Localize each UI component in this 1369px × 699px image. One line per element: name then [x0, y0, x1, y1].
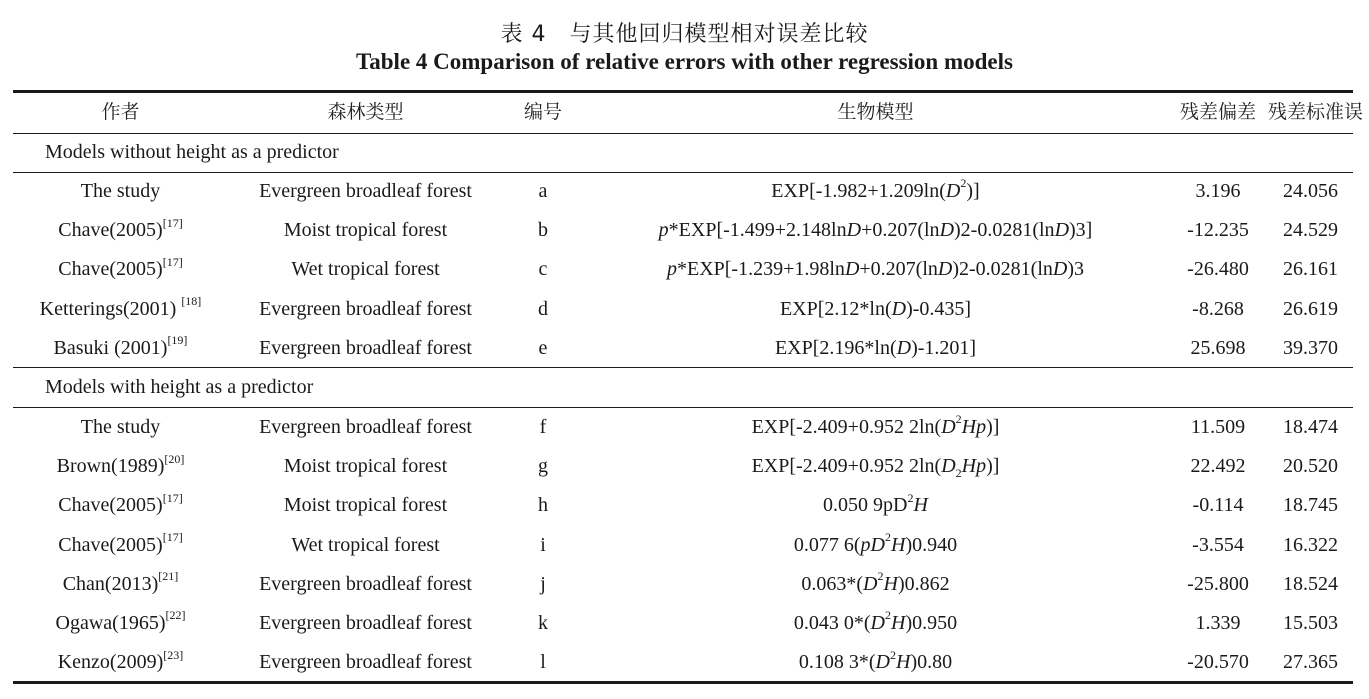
cell-residual-bias: -26.480	[1187, 258, 1249, 281]
reference-number: [23]	[163, 647, 184, 662]
cell-code: e	[538, 336, 548, 359]
cell-author	[13, 294, 228, 324]
header-residual-bias: 残差偏差	[1179, 101, 1256, 123]
cell-residual-bias: 11.509	[1190, 416, 1246, 438]
reference-number: [17]	[162, 490, 183, 505]
cell-code: d	[538, 297, 548, 320]
table-row	[13, 412, 1353, 442]
cell-model-formula: 0.050 $9pD^2H$	[823, 490, 928, 517]
cell-author	[13, 451, 228, 481]
table-row	[13, 530, 1353, 560]
cell-model-formula: EXP[2.12*ln(D)-0.435]	[779, 297, 972, 320]
cell-author	[13, 176, 228, 206]
cell-residual-std: 26.161	[1283, 258, 1338, 281]
top-rule	[13, 90, 1353, 93]
cell-code: g	[538, 455, 548, 478]
cell-model-formula: $EXP[-1.982+1.209\ln(D^2)]$	[771, 176, 980, 202]
table-row	[13, 647, 1353, 677]
cell-forest-type: Moist tropical forest	[283, 219, 448, 242]
cell-residual-bias: -25.800	[1187, 572, 1249, 595]
reference-number: [20]	[164, 451, 185, 466]
cell-author	[13, 647, 228, 677]
reference-number: [17]	[162, 215, 183, 230]
header-code: 编号	[523, 101, 562, 123]
cell-code: h	[538, 494, 548, 517]
cell-code: k	[538, 612, 548, 634]
cell-author	[13, 608, 228, 638]
reference-number: [18]	[181, 293, 202, 308]
cell-author	[13, 412, 228, 442]
cell-forest-type: Evergreen broadleaf forest	[259, 651, 472, 674]
author-name: Ketterings(2001)	[39, 297, 182, 320]
author-name: Chave(2005)	[58, 533, 163, 556]
table-title-english: Table 4 Comparison of relative errors with other regression models	[356, 49, 1013, 74]
cell-residual-std: 20.520	[1283, 455, 1338, 478]
author-name: Basuki (2001)	[53, 336, 168, 359]
cell-model-formula: p*EXP[-1.499+2.148lnD+0.207(lnD)2-0.0281(lnD)3]	[658, 219, 1093, 242]
cell-code: l	[540, 651, 546, 674]
cell-code: j	[540, 572, 546, 595]
bottom-rule	[13, 681, 1353, 684]
author-name: Brown(1989)	[56, 455, 165, 478]
cell-residual-bias: -12.235	[1187, 219, 1249, 242]
author-name: Chan(2013)	[62, 572, 159, 595]
cell-residual-bias: -3.554	[1192, 533, 1244, 556]
reference-number: [17]	[162, 254, 183, 269]
cell-forest-type: Evergreen broadleaf forest	[259, 612, 472, 634]
cell-author	[13, 333, 228, 363]
section-label-with-height: Models with height as a predictor	[45, 376, 314, 398]
header-author: 作者	[101, 101, 140, 123]
section1-rule	[13, 172, 1353, 173]
author-name: Kenzo(2009)	[57, 651, 164, 674]
reference-number: [22]	[165, 608, 186, 623]
cell-residual-std: 16.322	[1283, 533, 1338, 556]
cell-residual-bias: -8.268	[1192, 297, 1244, 320]
cell-model-formula: EXP[-2.409+0.952 $2\ln(D^2Hp)$]	[751, 412, 1000, 438]
header-rule	[13, 133, 1353, 134]
cell-forest-type: Evergreen broadleaf forest	[259, 336, 472, 359]
header-residual-std: 残差标准误	[1268, 101, 1364, 123]
cell-forest-type: Evergreen broadleaf forest	[259, 180, 472, 202]
table-row	[13, 333, 1353, 363]
cell-model-formula: 0.043 $0*(D^2H)0.950$	[793, 608, 958, 634]
cell-author	[13, 530, 228, 560]
author-name: Chave(2005)	[58, 258, 163, 281]
cell-author	[13, 569, 228, 599]
cell-residual-bias: 25.698	[1190, 336, 1246, 359]
cell-residual-bias: 3.196	[1195, 180, 1241, 202]
table-row	[13, 451, 1353, 481]
author-name: Chave(2005)	[58, 494, 163, 517]
header-forest-type: 森林类型	[327, 101, 404, 123]
cell-model-formula: 0.077 $6(pD^2H)0.940$	[793, 529, 958, 556]
cell-forest-type: Evergreen broadleaf forest	[259, 297, 472, 320]
cell-residual-std: 15.503	[1283, 612, 1338, 634]
cell-code: f	[539, 416, 547, 438]
author-name: The study	[80, 416, 161, 438]
cell-residual-std: 18.745	[1283, 494, 1338, 517]
cell-residual-std: 26.619	[1283, 297, 1338, 320]
reference-number: [19]	[167, 333, 188, 348]
header-row	[13, 97, 1364, 127]
cell-author	[13, 490, 228, 520]
cell-model-formula: 0.108 $3*(D^2H)0.80$	[798, 647, 953, 674]
cell-residual-std: 24.529	[1283, 219, 1338, 242]
author-name: Ogawa(1965)	[55, 612, 166, 634]
group-divider-rule	[13, 367, 1353, 368]
table-row	[13, 569, 1353, 599]
cell-author	[13, 215, 228, 245]
reference-number: [17]	[162, 529, 183, 544]
table-row	[13, 254, 1353, 284]
author-name: The study	[80, 180, 161, 202]
cell-residual-bias: -20.570	[1187, 651, 1249, 674]
cell-forest-type: Wet tropical forest	[291, 258, 440, 281]
author-name: Chave(2005)	[58, 219, 163, 242]
cell-residual-bias: -0.114	[1192, 494, 1244, 517]
cell-residual-bias: 22.492	[1190, 455, 1246, 478]
table-row	[13, 294, 1353, 324]
cell-code: b	[538, 219, 548, 242]
cell-code: c	[538, 258, 548, 281]
cell-residual-std: 18.524	[1283, 572, 1338, 595]
cell-model-formula: p*EXP[-1.239+1.98lnD+0.207(lnD)2-0.0281(lnD)3	[666, 258, 1085, 281]
table-row	[13, 176, 1353, 206]
reference-number: [21]	[158, 569, 179, 584]
cell-residual-bias: 1.339	[1195, 612, 1241, 634]
cell-model-formula: EXP[2.196*ln(D)-1.201]	[774, 336, 977, 359]
table-title-chinese: 表 4 与其他回归模型相对误差比较	[500, 22, 869, 47]
cell-code: a	[538, 180, 548, 202]
cell-residual-std: 27.365	[1283, 651, 1338, 674]
cell-forest-type: Wet tropical forest	[291, 533, 440, 556]
cell-forest-type: Moist tropical forest	[283, 494, 448, 517]
table-row	[13, 608, 1353, 638]
section2-rule	[13, 407, 1353, 408]
cell-forest-type: Evergreen broadleaf forest	[259, 416, 472, 438]
table-row	[13, 490, 1353, 520]
cell-forest-type: Moist tropical forest	[283, 455, 448, 478]
table-row	[13, 215, 1353, 245]
cell-residual-std: 24.056	[1283, 180, 1338, 202]
header-model: 生物模型	[837, 101, 914, 123]
cell-model-formula: $0.063*(D^2H)0.862$	[801, 569, 950, 595]
cell-residual-std: 18.474	[1283, 416, 1338, 438]
cell-forest-type: Evergreen broadleaf forest	[259, 572, 472, 595]
cell-code: i	[540, 533, 546, 556]
cell-model-formula: EXP[-2.409+0.952 $2\ln(D_2Hp)$]	[751, 455, 1000, 481]
cell-residual-std: 39.370	[1283, 336, 1338, 359]
cell-author	[13, 254, 228, 284]
section-label-without-height: Models without height as a predictor	[45, 141, 339, 163]
